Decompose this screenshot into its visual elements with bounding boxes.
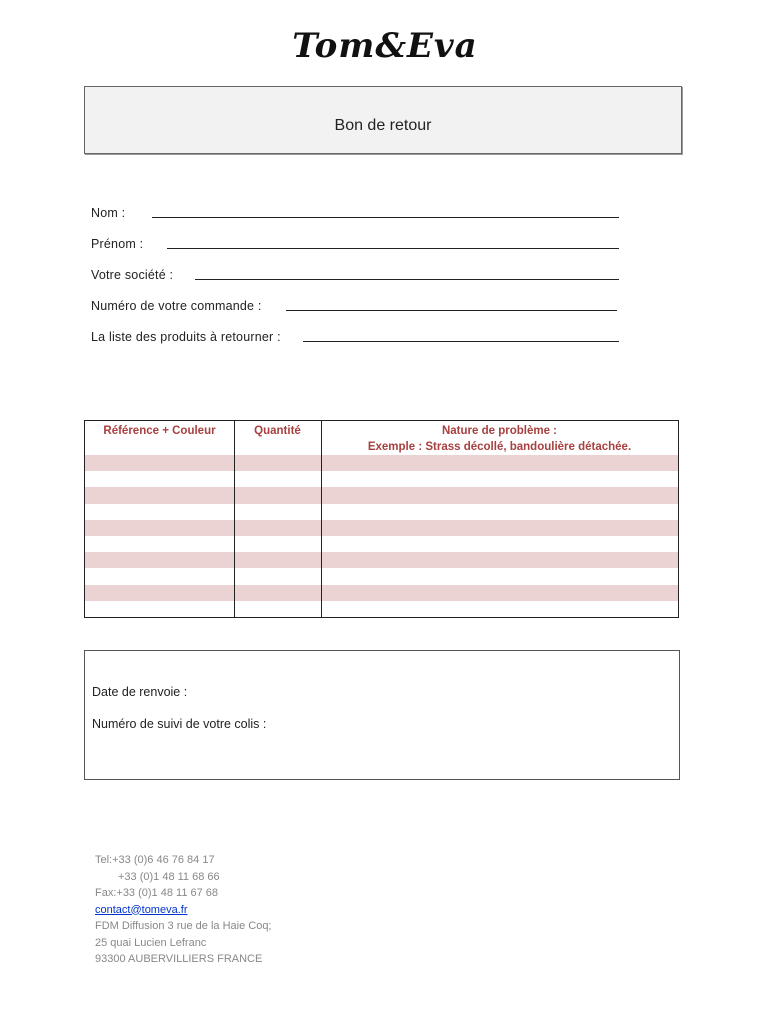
- address-line-1: FDM Diffusion 3 rue de la Haie Coq;: [95, 920, 272, 932]
- table-row[interactable]: [85, 520, 678, 536]
- table-row[interactable]: [85, 552, 678, 568]
- table-row[interactable]: [85, 536, 678, 552]
- header-quantite: Quantité: [254, 425, 301, 437]
- field-line-prenom[interactable]: [167, 248, 619, 249]
- address-line-3: 93300 AUBERVILLIERS FRANCE: [95, 953, 263, 965]
- title-box: [84, 86, 682, 154]
- phone-1: Tel:+33 (0)6 46 76 84 17: [95, 854, 215, 866]
- field-line-nom[interactable]: [152, 217, 619, 218]
- column-divider: [321, 421, 322, 617]
- field-line-commande[interactable]: [286, 310, 617, 311]
- tracking-number-label: Numéro de suivi de votre colis :: [92, 717, 267, 731]
- table-row[interactable]: [85, 455, 678, 471]
- field-line-produits[interactable]: [303, 341, 619, 342]
- brand-logo: Tom&Eva: [292, 26, 478, 66]
- header-nature: [321, 423, 678, 455]
- field-line-societe[interactable]: [195, 279, 619, 280]
- fax: Fax:+33 (0)1 48 11 67 68: [95, 887, 219, 899]
- field-label-societe: Votre société :: [91, 268, 174, 282]
- table-row[interactable]: [85, 504, 678, 520]
- date-renvoie-label: Date de renvoie :: [92, 685, 188, 699]
- products-table: [84, 420, 679, 618]
- address-line-2: 25 quai Lucien Lefranc: [95, 936, 207, 949]
- return-info-box: [84, 650, 680, 780]
- table-row[interactable]: [85, 585, 678, 601]
- phone-2: +33 (0)1 48 11 68 66: [118, 870, 220, 883]
- field-label-produits: La liste des produits à retourner :: [91, 330, 281, 344]
- header-reference: Référence + Couleur: [103, 425, 216, 437]
- field-label-nom: Nom :: [91, 206, 126, 220]
- table-row[interactable]: [85, 487, 678, 503]
- table-header: [85, 421, 678, 455]
- field-label-commande: Numéro de votre commande :: [91, 299, 262, 313]
- contact-footer: [95, 852, 272, 968]
- email-link[interactable]: contact@tomeva.fr: [95, 903, 188, 916]
- page-title: Bon de retour: [334, 117, 432, 134]
- header-nature-line1: Nature de problème :: [441, 425, 558, 437]
- field-label-prenom: Prénom :: [91, 237, 144, 251]
- column-divider: [234, 421, 235, 617]
- table-row[interactable]: [85, 601, 678, 617]
- header-nature-line2: Exemple : Strass décollé, bandoulière détachée.: [367, 441, 632, 453]
- table-row[interactable]: [85, 471, 678, 487]
- table-row[interactable]: [85, 568, 678, 584]
